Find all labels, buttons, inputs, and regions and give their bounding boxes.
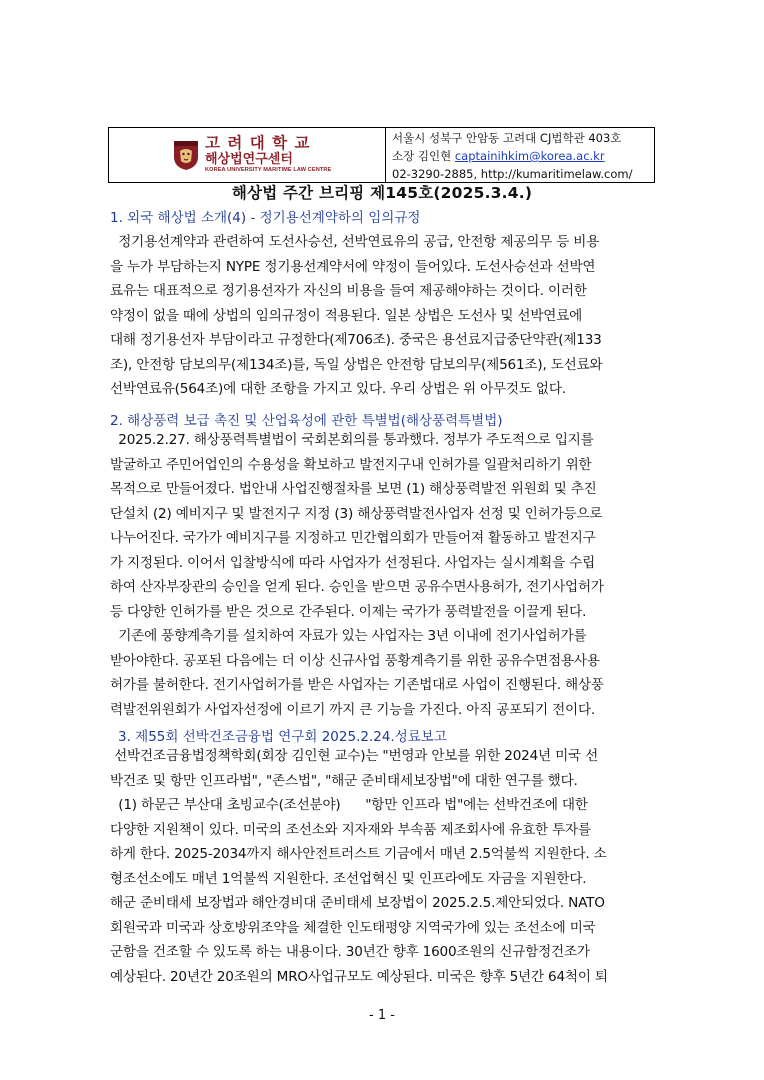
body-line: 력발전위원회가 사업자선정에 이르기 까지 큰 기능을 가진다. 아직 공포되기 전이다. [110, 701, 596, 718]
body-line: 예상된다. 20년간 20조원의 MRO사업규모도 예상된다. 미국은 향후 5년간 64척이 퇴 [110, 968, 608, 985]
body-line: 2025.2.27. 해상풍력특별법이 국회본회의를 통과했다. 정부가 주도적으로 입지를 [110, 432, 594, 448]
section-3-body [110, 744, 656, 989]
body-line: 나누어진다. 국가가 예비지구를 지정하고 민간협의회가 만들어져 활동하고 발전지구 [110, 530, 596, 546]
body-line: 단설치 (2) 예비지구 및 발전지구 지정 (3) 해상풍력발전사업자 선정 및 인허가등으로 [110, 505, 603, 522]
body-line: 약정이 없을 때에 상법의 임의규정이 적용된다. 일본 상법은 도선사 및 선박연료에 [110, 307, 583, 324]
logo-cell [109, 128, 386, 182]
section-1-body [110, 230, 656, 402]
body-line: 을 누가 부담하는지 NYPE 정기용선계약서에 약정이 들어있다. 도선사승선과 선박연 [110, 258, 596, 275]
director-line [392, 147, 654, 165]
body-line: (1) 하문근 부산대 초빙교수(조선분야) "항만 인프라 법"에는 선박건조에 대한 [110, 797, 588, 813]
logo-university-name: 고 려 대 학 교 [205, 133, 311, 152]
phone-text: 02-3290-2885, [392, 167, 478, 181]
logo-english-name: KOREA UNIVERSITY MARITIME LAW CENTRE [205, 167, 332, 174]
body-line: 목적으로 만들어졌다. 법안내 사업진행절차를 보면 (1) 해상풍력발전 위원회 및 추진 [110, 481, 597, 497]
body-line: 발굴하고 주민어업인의 수용성을 확보하고 발전지구내 인허가를 일괄처리하기 위한 [110, 456, 592, 473]
body-line: 하게 한다. 2025-2034까지 해사안전트러스트 기금에서 매년 2.5억불씩 지원한다. 소 [110, 846, 607, 862]
body-line: 등 다양한 인허가를 받은 것으로 간주된다. 이제는 국가가 풍력발전을 이끌게 된다. [110, 603, 587, 620]
body-line: 정기용선계약과 관련하여 도선사승선, 선박연료유의 공급, 안전항 제공의무 등 비용 [110, 234, 600, 250]
contact-info [386, 128, 654, 182]
body-line: 료유는 대표적으로 정기용선자가 자신의 비용을 들여 제공해야하는 것이다. 이러한 [110, 283, 587, 299]
website-link[interactable]: http://kumaritimelaw.com/ [480, 167, 633, 181]
body-line: 회원국과 미국과 상호방위조약을 체결한 인도태평양 지역국가에 있는 조선소에 미국 [110, 919, 596, 936]
director-label: 소장 김인현 [392, 149, 452, 163]
body-line: 대해 정기용선자 부담이라고 규정한다(제706조). 중국은 용선료지급중단약관(제133 [110, 332, 602, 348]
section-2-heading: 2. 해상풍력 보급 촉진 및 산업육성에 관한 특별법(해상풍력특별법) [110, 413, 503, 429]
page-title: 해상법 주간 브리핑 제145호(2025.3.4.) [231, 184, 533, 202]
body-line: 기존에 풍향계측기를 설치하여 자료가 있는 사업자는 3년 이내에 전기사업허가를 [110, 628, 587, 644]
body-line: 다양한 지원책이 있다. 미국의 조선소와 지자재와 부속품 제조회사에 유효한 투자를 [110, 821, 591, 838]
body-line: 박건조 및 항만 인프라법", "존스법", "해군 준비태세보장법"에 대한 연구를 했다. [110, 772, 578, 789]
body-line: 선박건조금융법정책학회(회장 김인현 교수)는 "번영과 안보를 위한 2024년 미국 선 [110, 748, 599, 764]
section-2-body [110, 428, 656, 722]
university-emblem-icon [173, 139, 199, 171]
body-line: 군함을 건조할 수 있도록 하는 내용이다. 30년간 향후 1600조원의 신규함정건조가 [110, 944, 590, 960]
body-line: 선박연료유(564조)에 대한 조항을 가지고 있다. 우리 상법은 위 아무것도 없다. [110, 381, 566, 397]
address-text: 서울시 성북구 안암동 고려대 CJ법학관 403호 [392, 131, 622, 145]
body-line: 허가를 불허한다. 전기사업허가를 받은 사업자는 기존법대로 사업이 진행된다. 해상풍 [110, 677, 604, 693]
body-line: 해군 준비태세 보장법과 해안경비대 준비태세 보장법이 2025.2.5.제안되었다. NATO [110, 895, 605, 911]
logo-text [205, 133, 332, 174]
body-line: 받아야한다. 공포된 다음에는 더 이상 신규사업 풍황계측기를 위한 공유수면점용사용 [110, 652, 600, 669]
section-3-heading: 3. 제55회 선박건조금융법 연구회 2025.2.24.성료보고 [118, 729, 447, 745]
body-line: 조), 안전항 담보의무(제134조)를, 독일 상법은 안전항 담보의무(제561조), 도선료와 [110, 356, 603, 373]
email-link[interactable]: captainihkim@korea.ac.kr [454, 149, 605, 163]
body-line: 하여 산자부장관의 승인을 얻게 된다. 승인을 받으면 공유수면사용허가, 전기사업허가 [110, 579, 604, 595]
section-1-heading: 1. 외국 해상법 소개(4) - 정기용선계약하의 임의규정 [110, 210, 421, 226]
page-number: - 1 - [369, 1008, 395, 1023]
body-line: 형조선소에도 매년 1억불씩 지원한다. 조선업혁신 및 인프라에도 자금을 지원한다. [110, 870, 587, 887]
logo-center-name: 해상법연구센터 [205, 152, 293, 168]
body-line: 가 지정된다. 이어서 입찰방식에 따라 사업자가 선정된다. 사업자는 실시계획을 수립 [110, 554, 596, 571]
letterhead-table [108, 127, 655, 183]
